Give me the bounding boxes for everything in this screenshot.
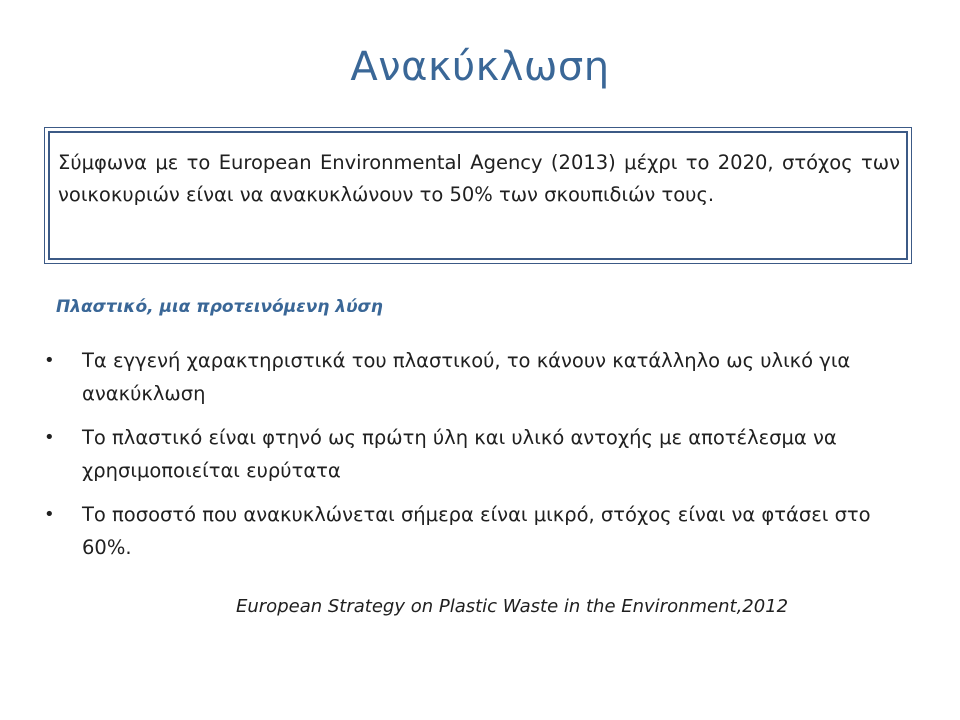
bullet-text: Το ποσοστό που ανακυκλώνεται σήμερα είναι μικρό, στόχος είναι να φτάσει στο 60%. [82, 503, 871, 559]
bullet-icon: • [44, 350, 55, 371]
bullet-text: Τα εγγενή χαρακτηριστικά του πλαστικού, το κάνουν κατάλληλο ως υλικό για ανακύκλωση [82, 349, 851, 405]
highlight-box [44, 127, 912, 264]
section-subheading: Πλαστικό, μια προτεινόμενη λύση [56, 297, 383, 317]
bullet-list [44, 344, 904, 575]
bullet-text: Το πλαστικό είναι φτηνό ως πρώτη ύλη και υλικό αντοχής με αποτέλεσμα να χρησιμοποιείται ευρύτατα [82, 426, 837, 482]
bullet-icon: • [44, 427, 55, 448]
highlight-box-text: Σύμφωνα με το European Environmental Agency (2013) μέχρι το 2020, στόχος των νοικοκυριών είναι να ανακυκλώνουν το 50% των σκουπιδιών τους. [58, 151, 900, 206]
bullet-item [44, 498, 904, 564]
slide-title: Ανακύκλωση [350, 44, 610, 90]
highlight-box-inner [48, 131, 908, 260]
bullet-item [44, 421, 904, 487]
source-citation: European Strategy on Plastic Waste in the Environment,2012 [236, 596, 789, 617]
bullet-item [44, 344, 904, 410]
bullet-icon: • [44, 504, 55, 525]
